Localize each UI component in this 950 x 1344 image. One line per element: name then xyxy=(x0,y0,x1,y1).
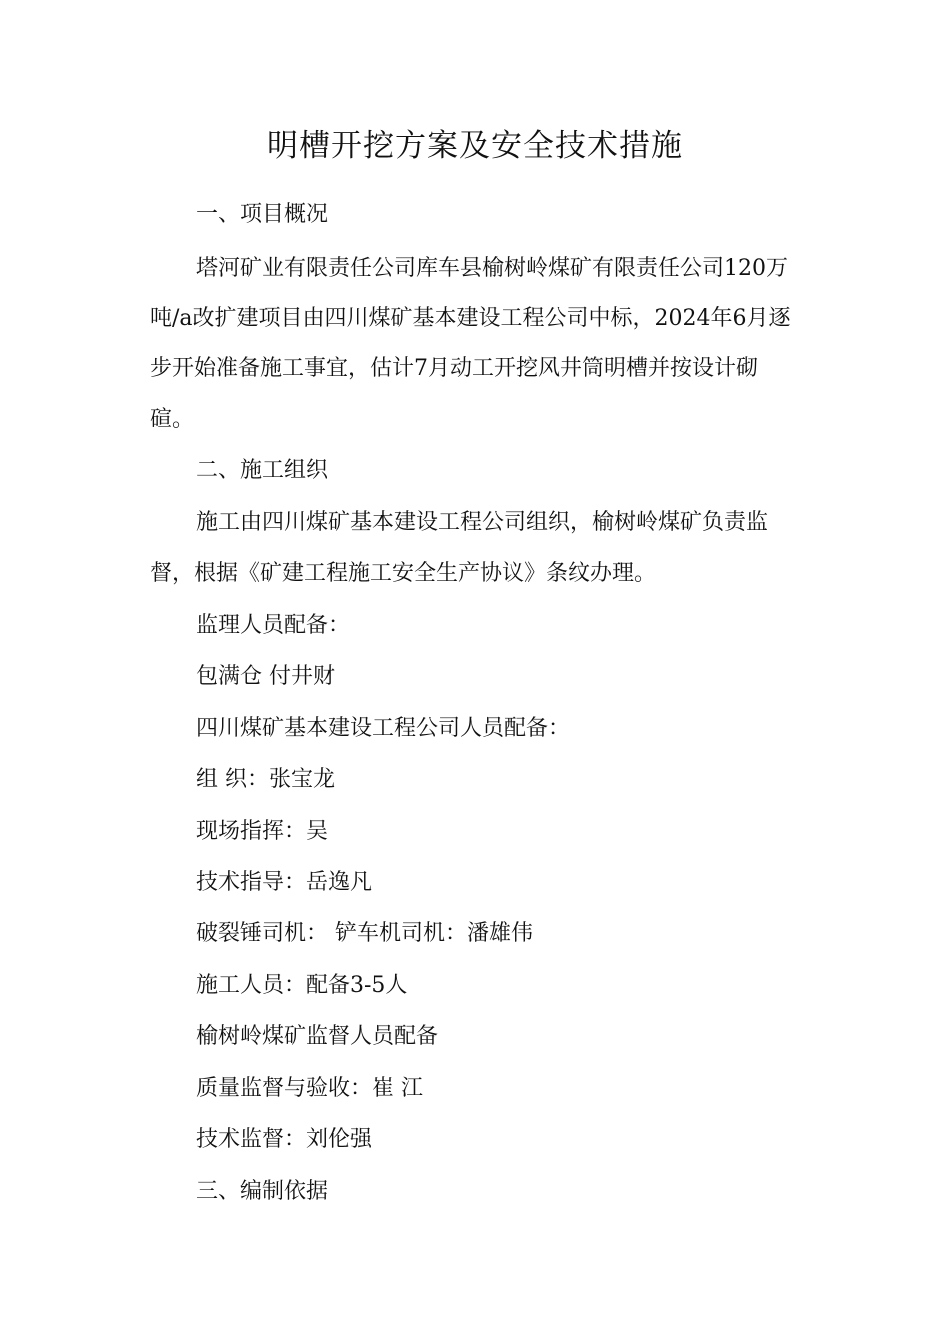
paragraph-line: 步开始准备施工事宜，估计7月动工开挖风井筒明槽并按设计砌 xyxy=(150,356,758,381)
paragraph-line: 督，根据《矿建工程施工安全生产协议》条纹办理。 xyxy=(150,561,657,586)
list-item: 破裂锤司机： 铲车机司机：潘雄伟 xyxy=(196,921,533,946)
paragraph-line: 碹。 xyxy=(150,407,195,432)
paragraph-line: 塔河矿业有限责任公司库车县榆树岭煤矿有限责任公司120万 xyxy=(196,256,788,281)
section-heading-project-overview: 一、项目概况 xyxy=(196,202,329,227)
list-item: 技术指导：岳逸凡 xyxy=(196,870,373,895)
list-item: 技术监督：刘伦强 xyxy=(196,1127,373,1152)
list-item: 现场指挥：吴 xyxy=(196,819,329,844)
list-item: 榆树岭煤矿监督人员配备 xyxy=(196,1024,439,1049)
list-item: 组 织：张宝龙 xyxy=(196,767,335,792)
paragraph-line: 施工由四川煤矿基本建设工程公司组织，榆树岭煤矿负责监 xyxy=(196,510,769,535)
paragraph-line: 吨/a改扩建项目由四川煤矿基本建设工程公司中标，2024年6月逐 xyxy=(150,306,791,331)
list-item: 施工人员：配备3-5人 xyxy=(196,973,408,998)
list-item: 质量监督与验收：崔 江 xyxy=(196,1076,423,1101)
list-item: 四川煤矿基本建设工程公司人员配备： xyxy=(196,716,571,741)
document-title: 明槽开挖方案及安全技术措施 xyxy=(267,128,683,164)
section-heading-basis: 三、编制依据 xyxy=(196,1179,329,1204)
list-item: 监理人员配备： xyxy=(196,613,351,638)
section-heading-construction-organization: 二、施工组织 xyxy=(196,458,329,483)
list-item: 包满仓 付井财 xyxy=(196,664,335,689)
